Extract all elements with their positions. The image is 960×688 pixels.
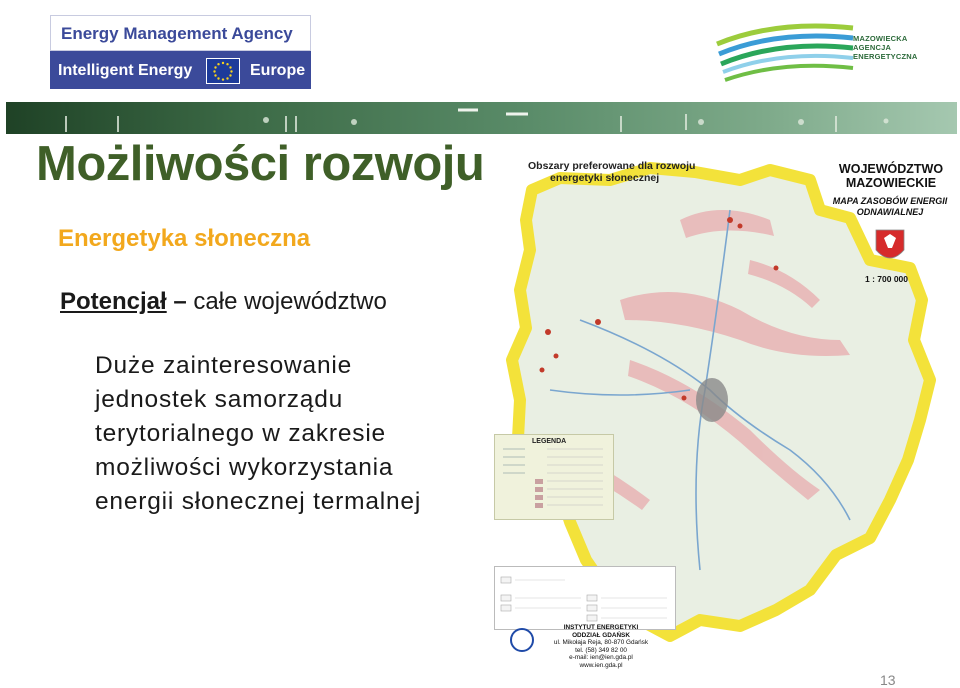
- coat-of-arms-icon: [876, 230, 904, 258]
- map-caption-line: energetyki słonecznej: [550, 172, 660, 184]
- legend-secondary-entries: [495, 567, 675, 629]
- band-decoration: [6, 102, 957, 134]
- map-legend-secondary: [494, 566, 676, 630]
- mae-line: ENERGETYCZNA: [853, 52, 918, 61]
- map-region-title-line: WOJEWÓDZTWO: [838, 162, 944, 176]
- institute-info: [546, 624, 656, 669]
- solar-map: [490, 150, 960, 670]
- body-line: możliwości wykorzystania: [95, 454, 394, 481]
- map-region-title: [826, 162, 956, 190]
- header-band: [6, 102, 957, 134]
- potential-line: [60, 288, 387, 316]
- map-legend: [494, 434, 614, 520]
- page-number: 13: [880, 672, 896, 688]
- body-line: terytorialnego w zakresie: [95, 420, 386, 447]
- potential-dash: –: [173, 288, 187, 315]
- institute-line: www.ien.gda.pl: [579, 661, 623, 669]
- ema-logo: [50, 15, 311, 89]
- institute-line: ODDZIAŁ GDAŃSK: [572, 631, 630, 639]
- map-scale: 1 : 700 000: [865, 274, 909, 284]
- mae-swoosh-icon: [715, 12, 855, 94]
- institute-line: e-mail: ien@ien.gda.pl: [569, 654, 633, 661]
- map-region-title-line: MAZOWIECKIE: [845, 176, 937, 190]
- mae-logo-text: [853, 34, 918, 61]
- institute-line: tel. (58) 349 82 00: [575, 646, 627, 654]
- mae-line: MAZOWIECKA: [853, 34, 908, 43]
- map-caption-line: Obszary preferowane dla rozwoju: [528, 160, 696, 172]
- map-caption: [528, 160, 695, 184]
- map-region-sub-line: ODNAWIALNEJ: [856, 207, 924, 217]
- map-region-sub-line: MAPA ZASOBÓW ENERGII: [832, 196, 948, 206]
- body-line: Duże zainteresowanie: [95, 352, 353, 379]
- institute-line: ul. Mikołaja Reja, 80-870 Gdańsk: [553, 639, 649, 646]
- map-legend-title: LEGENDA: [532, 438, 567, 445]
- ema-logo-title: Energy Management Agency: [50, 15, 311, 51]
- eu-flag-icon: [206, 58, 240, 84]
- body-paragraph: [95, 349, 515, 519]
- slide-subtitle: Energetyka słoneczna: [58, 225, 311, 252]
- map-region-subtitle: [820, 196, 960, 218]
- mae-line: AGENCJA: [853, 43, 892, 52]
- potential-lead: Potencjał: [60, 288, 167, 315]
- intelligent-energy-bar: [50, 53, 311, 89]
- body-line: energii słonecznej termalnej: [95, 488, 422, 515]
- legend-entries: [495, 435, 613, 519]
- mae-logo: [715, 12, 935, 94]
- europe-label: Europe: [250, 62, 306, 79]
- intelligent-energy-label: Intelligent Energy: [58, 62, 193, 79]
- ien-logo-icon: [510, 628, 534, 652]
- slide-title: Możliwości rozwoju: [36, 137, 485, 191]
- body-line: jednostek samorządu: [95, 386, 344, 413]
- potential-rest: całe województwo: [186, 288, 387, 315]
- institute-line: INSTYTUT ENERGETYKI: [563, 624, 639, 631]
